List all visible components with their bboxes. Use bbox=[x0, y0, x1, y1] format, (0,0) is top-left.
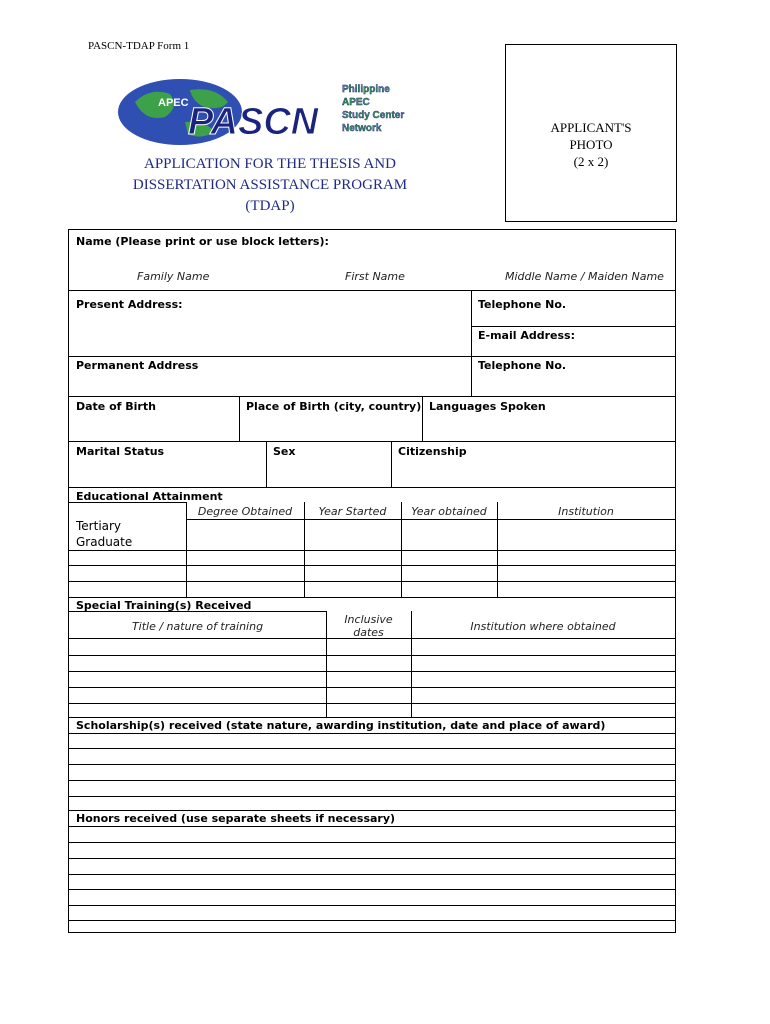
permanent-address-label: Permanent Address bbox=[76, 359, 199, 372]
telephone-label-1: Telephone No. bbox=[478, 298, 567, 311]
middle-name-label: Middle Name / Maiden Name bbox=[505, 270, 664, 283]
email-label: E-mail Address: bbox=[478, 329, 575, 342]
title-line-1: APPLICATION FOR THE THESIS AND bbox=[144, 156, 396, 172]
training-label: Special Training(s) Received bbox=[76, 599, 252, 612]
logo-sub-3: Study Center bbox=[342, 110, 405, 121]
pascn-logo bbox=[110, 72, 410, 152]
form-id: PASCN-TDAP Form 1 bbox=[88, 40, 190, 52]
scholarships-label: Scholarship(s) received (state nature, awarding institution, date and place of award) bbox=[76, 719, 606, 732]
title-line-2: DISSERTATION ASSISTANCE PROGRAM bbox=[132, 177, 408, 193]
scholarships-field[interactable] bbox=[69, 733, 675, 810]
present-address-field[interactable] bbox=[69, 290, 471, 356]
title-line-3: (TDAP) bbox=[245, 198, 295, 214]
training-header-title: Title / nature of training bbox=[131, 620, 264, 633]
place-of-birth-field[interactable] bbox=[239, 396, 422, 441]
photo-box-label: APPLICANT'S PHOTO (2 x 2) bbox=[550, 120, 632, 169]
honors-field[interactable] bbox=[69, 826, 675, 932]
date-of-birth-field[interactable] bbox=[69, 396, 239, 441]
edu-header-degree: Degree Obtained bbox=[197, 505, 293, 518]
edu-row-tertiary: Tertiary bbox=[76, 519, 122, 533]
telephone-field-2[interactable] bbox=[471, 356, 675, 396]
languages-label: Languages Spoken bbox=[429, 400, 546, 413]
telephone-field-1[interactable] bbox=[471, 290, 675, 326]
sex-label: Sex bbox=[273, 445, 296, 458]
edu-row-graduate: Graduate bbox=[76, 535, 133, 549]
edu-header-year-obtained: Year obtained bbox=[411, 505, 487, 518]
name-field[interactable] bbox=[69, 230, 675, 290]
logo-sub-4: Network bbox=[342, 123, 382, 134]
place-of-birth-label: Place of Birth (city, country) bbox=[246, 400, 422, 413]
education-label: Educational Attainment bbox=[76, 490, 223, 503]
permanent-address-field[interactable] bbox=[69, 356, 471, 396]
sex-field[interactable] bbox=[266, 441, 391, 487]
photo-box[interactable] bbox=[505, 44, 677, 222]
logo-pascn-text: PASCN bbox=[188, 101, 319, 143]
citizenship-field[interactable] bbox=[391, 441, 675, 487]
training-header-dates: Inclusive dates bbox=[344, 613, 393, 639]
training-header-institution: Institution where obtained bbox=[470, 620, 616, 633]
logo-sub-2: APEC bbox=[342, 97, 370, 108]
first-name-label: First Name bbox=[345, 270, 405, 283]
marital-status-label: Marital Status bbox=[76, 445, 165, 458]
edu-header-institution: Institution bbox=[558, 505, 614, 518]
edu-header-year-started: Year Started bbox=[318, 505, 387, 518]
marital-status-field[interactable] bbox=[69, 441, 266, 487]
application-form bbox=[68, 229, 676, 933]
honors-label: Honors received (use separate sheets if necessary) bbox=[76, 812, 396, 825]
telephone-label-2: Telephone No. bbox=[478, 359, 567, 372]
logo-sub-1: Philippine bbox=[342, 84, 390, 95]
languages-field[interactable] bbox=[422, 396, 675, 441]
family-name-label: Family Name bbox=[137, 270, 210, 283]
citizenship-label: Citizenship bbox=[398, 445, 467, 458]
form-title bbox=[100, 154, 440, 217]
present-address-label: Present Address: bbox=[76, 298, 183, 311]
name-label: Name (Please print or use block letters): bbox=[76, 235, 329, 248]
email-field[interactable] bbox=[471, 326, 675, 356]
logo-apec-text: APEC bbox=[158, 97, 189, 109]
date-of-birth-label: Date of Birth bbox=[76, 400, 156, 413]
